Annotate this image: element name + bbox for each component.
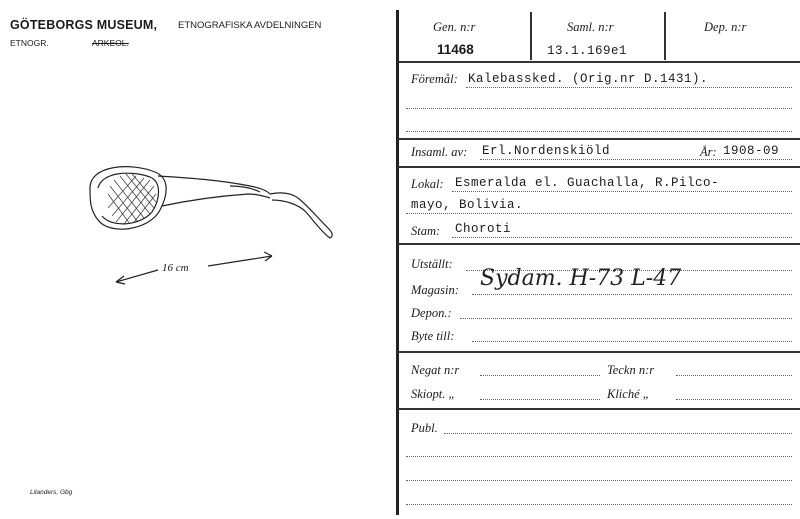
- magasin-line: [472, 294, 792, 295]
- insaml-label: Insaml. av:: [411, 145, 468, 159]
- foremal-line: [466, 87, 792, 88]
- lokal-label: Lokal:: [411, 177, 444, 191]
- department-name: ETNOGRAFISKA AVDELNINGEN: [178, 20, 322, 31]
- rule-top: [398, 61, 800, 63]
- rule-insaml: [398, 166, 800, 168]
- foremal-value: Kalebassked. (Orig.nr D.1431).: [468, 72, 709, 86]
- depon-label: Depon.:: [411, 306, 452, 320]
- ladle-drawing: [80, 150, 350, 300]
- kliche-line: [676, 399, 792, 400]
- stam-value: Choroti: [455, 222, 512, 236]
- lokal-line: [452, 191, 792, 192]
- utstallt-label: Utställt:: [411, 257, 453, 271]
- saml-label: Saml. n:r: [567, 20, 614, 34]
- lokal-value-2: mayo, Bolivia.: [411, 198, 524, 212]
- lokal-line-2: [406, 213, 792, 214]
- scale-label: 16 cm: [162, 262, 189, 274]
- publ-label: Publ.: [411, 421, 438, 435]
- insaml-line: [480, 159, 792, 160]
- negat-line: [480, 375, 600, 376]
- rule-stam: [398, 243, 800, 245]
- ar-label: År:: [700, 145, 717, 159]
- negat-label: Negat n:r: [411, 363, 460, 377]
- publ-line-2: [406, 456, 792, 457]
- stam-line: [452, 237, 792, 238]
- byte-label: Byte till:: [411, 329, 455, 343]
- foremal-line-3: [406, 131, 792, 132]
- publ-line-4: [406, 504, 792, 505]
- depon-line: [460, 318, 792, 319]
- dep-label: Dep. n:r: [704, 20, 747, 34]
- insaml-value: Erl.Nordenskiöld: [482, 144, 611, 158]
- arkeol-label: ARKEOL.: [92, 38, 129, 48]
- foremal-label: Föremål:: [411, 72, 458, 86]
- printer-mark: Lilanders, Gbg: [30, 489, 73, 496]
- divider-gen-saml: [530, 12, 532, 60]
- kliche-label: Kliché „: [607, 387, 650, 401]
- gen-label: Gen. n:r: [433, 20, 476, 34]
- stam-label: Stam:: [411, 224, 441, 238]
- ar-value: 1908-09: [723, 144, 780, 158]
- card-left-border: [396, 10, 399, 515]
- saml-value: 13.1.169e1: [547, 44, 628, 58]
- skiopt-line: [480, 399, 600, 400]
- magasin-label: Magasin:: [411, 283, 459, 297]
- divider-saml-dep: [664, 12, 666, 60]
- skiopt-label: Skiopt. „: [411, 387, 456, 401]
- rule-kliche: [398, 408, 800, 410]
- lokal-value-1: Esmeralda el. Guachalla, R.Pilco-: [455, 176, 720, 190]
- publ-line: [444, 433, 792, 434]
- museum-name: GÖTEBORGS MUSEUM,: [10, 18, 158, 32]
- teckn-label: Teckn n:r: [607, 363, 655, 377]
- teckn-line: [676, 375, 792, 376]
- rule-foremal: [398, 138, 800, 140]
- foremal-line-2: [406, 108, 792, 109]
- gen-value: 11468: [437, 42, 474, 57]
- magasin-value: Sydam. H-73 L-47: [480, 266, 682, 291]
- publ-line-3: [406, 480, 792, 481]
- byte-line: [472, 341, 792, 342]
- rule-byte: [398, 351, 800, 353]
- etnogr-label: ETNOGR.: [10, 38, 49, 48]
